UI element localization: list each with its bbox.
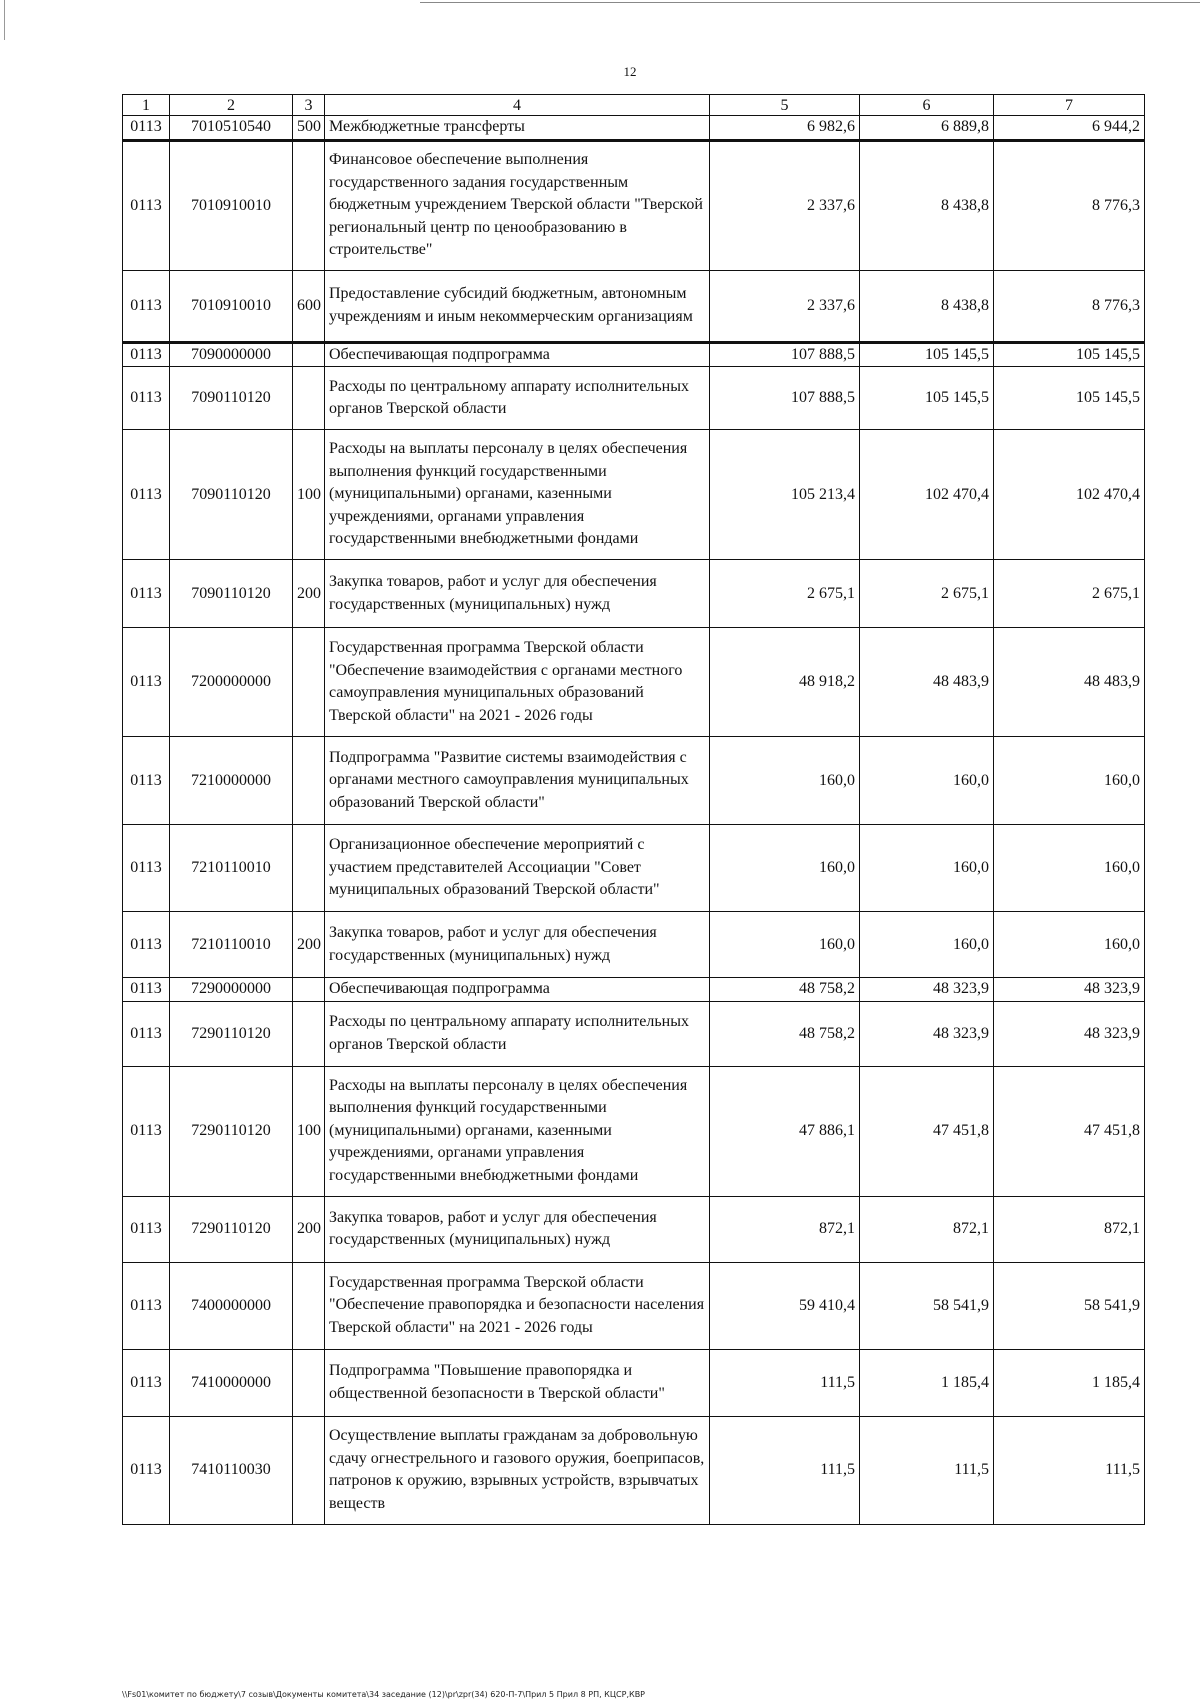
row-value-col7: 105 145,5: [994, 367, 1145, 430]
row-value-col5: 47 886,1: [710, 1066, 860, 1196]
row-target-article: 7090000000: [170, 342, 293, 367]
row-section-code: 0113: [123, 1262, 170, 1349]
row-target-article: 7410110030: [170, 1416, 293, 1524]
scan-edge-line-left: [4, 0, 5, 40]
row-value-col7: 102 470,4: [994, 430, 1145, 560]
row-value-col5: 111,5: [710, 1416, 860, 1524]
row-name: Обеспечивающая подпрограмма: [325, 978, 710, 1002]
row-name: Расходы по центральному аппарату исполнительных органов Тверской области: [325, 367, 710, 430]
table-row: [123, 560, 1145, 628]
row-expense-type: [293, 1262, 325, 1349]
row-value-col7: 2 675,1: [994, 560, 1145, 628]
page-number: 12: [623, 64, 637, 79]
row-section-code: 0113: [123, 560, 170, 628]
row-target-article: 7400000000: [170, 1262, 293, 1349]
row-name: Организационное обеспечение мероприятий с участием представителей Ассоциации "Совет муниципальных образований Тверской области": [325, 825, 710, 912]
table-row: [123, 140, 1145, 270]
table-row: [123, 1416, 1145, 1524]
row-value-col5: 48 918,2: [710, 628, 860, 737]
row-section-code: 0113: [123, 1416, 170, 1524]
row-name: Осуществление выплаты гражданам за добровольную сдачу огнестрельного и газового оружия, боеприпасов, патронов к оружию, взрывных устройств, взрывчатых веществ: [325, 1416, 710, 1524]
row-value-col7: 160,0: [994, 737, 1145, 825]
table-row: [123, 342, 1145, 367]
row-section-code: 0113: [123, 367, 170, 430]
row-target-article: 7290110120: [170, 1001, 293, 1066]
row-value-col6: 8 438,8: [860, 140, 994, 270]
col-header-7: 7: [994, 95, 1145, 116]
row-value-col6: 47 451,8: [860, 1066, 994, 1196]
col-header-1: 1: [123, 95, 170, 116]
row-name: Государственная программа Тверской области "Обеспечение правопорядка и безопасности населения Тверской области" на 2021 - 2026 годы: [325, 1262, 710, 1349]
row-name: Предоставление субсидий бюджетным, автономным учреждениям и иным некоммерческим организациям: [325, 270, 710, 342]
table-row: [123, 1262, 1145, 1349]
row-value-col7: 47 451,8: [994, 1066, 1145, 1196]
row-value-col7: 160,0: [994, 825, 1145, 912]
row-name: Обеспечивающая подпрограмма: [325, 342, 710, 367]
row-target-article: 7090110120: [170, 560, 293, 628]
table-row: [123, 628, 1145, 737]
row-value-col7: 1 185,4: [994, 1349, 1145, 1416]
row-target-article: 7410000000: [170, 1349, 293, 1416]
row-value-col7: 48 483,9: [994, 628, 1145, 737]
row-name: Расходы на выплаты персоналу в целях обеспечения выполнения функций государственными (муниципальными) органами, казенными учреждениями, органами управления государственными внебюджетными фондами: [325, 1066, 710, 1196]
row-value-col5: 2 675,1: [710, 560, 860, 628]
row-name: Закупка товаров, работ и услуг для обеспечения государственных (муниципальных) нужд: [325, 1196, 710, 1262]
row-target-article: 7090110120: [170, 367, 293, 430]
row-target-article: 7010910010: [170, 270, 293, 342]
row-value-col6: 111,5: [860, 1416, 994, 1524]
row-section-code: 0113: [123, 628, 170, 737]
row-target-article: 7210110010: [170, 912, 293, 978]
row-section-code: 0113: [123, 1196, 170, 1262]
table-row: [123, 1001, 1145, 1066]
row-value-col6: 58 541,9: [860, 1262, 994, 1349]
row-name: Межбюджетные трансферты: [325, 116, 710, 141]
row-section-code: 0113: [123, 270, 170, 342]
row-expense-type: [293, 367, 325, 430]
row-value-col7: 111,5: [994, 1416, 1145, 1524]
table-body: [123, 116, 1145, 1525]
row-value-col6: 48 483,9: [860, 628, 994, 737]
table-row: [123, 116, 1145, 141]
row-name: Государственная программа Тверской области "Обеспечение взаимодействия с органами местного самоуправления муниципальных образований Тверской области" на 2021 - 2026 годы: [325, 628, 710, 737]
row-value-col7: 160,0: [994, 912, 1145, 978]
row-expense-type: [293, 1001, 325, 1066]
row-section-code: 0113: [123, 116, 170, 141]
budget-table: [122, 94, 1145, 1525]
col-header-3: 3: [293, 95, 325, 116]
row-section-code: 0113: [123, 342, 170, 367]
row-expense-type: [293, 342, 325, 367]
row-target-article: 7010910010: [170, 140, 293, 270]
row-value-col5: 160,0: [710, 737, 860, 825]
table-row: [123, 825, 1145, 912]
row-target-article: 7290110120: [170, 1066, 293, 1196]
row-value-col6: 160,0: [860, 912, 994, 978]
row-target-article: 7200000000: [170, 628, 293, 737]
row-expense-type: 200: [293, 560, 325, 628]
row-section-code: 0113: [123, 1066, 170, 1196]
row-value-col5: 59 410,4: [710, 1262, 860, 1349]
row-value-col5: 107 888,5: [710, 342, 860, 367]
row-expense-type: [293, 140, 325, 270]
row-value-col6: 6 889,8: [860, 116, 994, 141]
row-value-col5: 2 337,6: [710, 270, 860, 342]
table-row: [123, 270, 1145, 342]
row-value-col5: 107 888,5: [710, 367, 860, 430]
row-target-article: 7090110120: [170, 430, 293, 560]
row-value-col7: 58 541,9: [994, 1262, 1145, 1349]
table-row: [123, 978, 1145, 1002]
row-name: Расходы по центральному аппарату исполнительных органов Тверской области: [325, 1001, 710, 1066]
row-section-code: 0113: [123, 1001, 170, 1066]
row-target-article: 7010510540: [170, 116, 293, 141]
row-value-col6: 8 438,8: [860, 270, 994, 342]
row-expense-type: [293, 1349, 325, 1416]
row-value-col7: 8 776,3: [994, 270, 1145, 342]
row-expense-type: [293, 978, 325, 1002]
row-name: Расходы на выплаты персоналу в целях обеспечения выполнения функций государственными (муниципальными) органами, казенными учреждениями, органами управления государственными внебюджетными фондами: [325, 430, 710, 560]
row-value-col5: 48 758,2: [710, 1001, 860, 1066]
row-value-col6: 872,1: [860, 1196, 994, 1262]
row-section-code: 0113: [123, 140, 170, 270]
row-expense-type: [293, 737, 325, 825]
row-value-col7: 6 944,2: [994, 116, 1145, 141]
row-value-col5: 105 213,4: [710, 430, 860, 560]
row-section-code: 0113: [123, 430, 170, 560]
table-row: [123, 1196, 1145, 1262]
row-value-col7: 105 145,5: [994, 342, 1145, 367]
row-section-code: 0113: [123, 978, 170, 1002]
row-value-col5: 48 758,2: [710, 978, 860, 1002]
row-value-col5: 872,1: [710, 1196, 860, 1262]
row-value-col7: 48 323,9: [994, 978, 1145, 1002]
row-value-col6: 160,0: [860, 825, 994, 912]
row-expense-type: 600: [293, 270, 325, 342]
row-value-col5: 2 337,6: [710, 140, 860, 270]
row-section-code: 0113: [123, 912, 170, 978]
row-value-col5: 160,0: [710, 825, 860, 912]
table-row: [123, 430, 1145, 560]
header-row: [123, 95, 1145, 116]
row-expense-type: 200: [293, 912, 325, 978]
table-row: [123, 912, 1145, 978]
row-value-col7: 872,1: [994, 1196, 1145, 1262]
footer-file-path: \\Fs01\комитет по бюджету\7 созыв\Документы комитета\34 заседание (12)\pr\zpr(34) 620-П-7\Прил 5 Прил 8 РП, КЦСР,КВР: [122, 1690, 645, 1699]
row-section-code: 0113: [123, 737, 170, 825]
row-expense-type: [293, 1416, 325, 1524]
table-row: [123, 737, 1145, 825]
row-value-col6: 48 323,9: [860, 1001, 994, 1066]
row-target-article: 7210110010: [170, 825, 293, 912]
row-expense-type: 100: [293, 1066, 325, 1196]
table-row: [123, 1066, 1145, 1196]
row-value-col6: 160,0: [860, 737, 994, 825]
row-expense-type: 200: [293, 1196, 325, 1262]
row-value-col5: 160,0: [710, 912, 860, 978]
row-value-col5: 111,5: [710, 1349, 860, 1416]
row-section-code: 0113: [123, 1349, 170, 1416]
row-value-col6: 105 145,5: [860, 342, 994, 367]
row-section-code: 0113: [123, 825, 170, 912]
scan-edge-line: [420, 2, 1200, 3]
row-value-col7: 48 323,9: [994, 1001, 1145, 1066]
row-expense-type: [293, 628, 325, 737]
row-name: Закупка товаров, работ и услуг для обеспечения государственных (муниципальных) нужд: [325, 560, 710, 628]
row-name: Подпрограмма "Повышение правопорядка и общественной безопасности в Тверской области": [325, 1349, 710, 1416]
col-header-4: 4: [325, 95, 710, 116]
row-target-article: 7290000000: [170, 978, 293, 1002]
col-header-5: 5: [710, 95, 860, 116]
row-value-col6: 102 470,4: [860, 430, 994, 560]
row-value-col6: 48 323,9: [860, 978, 994, 1002]
row-expense-type: 500: [293, 116, 325, 141]
row-target-article: 7210000000: [170, 737, 293, 825]
table-row: [123, 1349, 1145, 1416]
row-value-col7: 8 776,3: [994, 140, 1145, 270]
row-expense-type: [293, 825, 325, 912]
col-header-2: 2: [170, 95, 293, 116]
row-value-col6: 2 675,1: [860, 560, 994, 628]
row-value-col6: 1 185,4: [860, 1349, 994, 1416]
row-name: Подпрограмма "Развитие системы взаимодействия с органами местного самоуправления муниципальных образований Тверской области": [325, 737, 710, 825]
row-value-col5: 6 982,6: [710, 116, 860, 141]
table-row: [123, 367, 1145, 430]
table-header: [123, 95, 1145, 116]
row-target-article: 7290110120: [170, 1196, 293, 1262]
row-value-col6: 105 145,5: [860, 367, 994, 430]
row-expense-type: 100: [293, 430, 325, 560]
row-name: Закупка товаров, работ и услуг для обеспечения государственных (муниципальных) нужд: [325, 912, 710, 978]
row-name: Финансовое обеспечение выполнения государственного задания государственным бюджетным учреждением Тверской области "Тверской региональный центр по ценообразованию в строительстве": [325, 140, 710, 270]
col-header-6: 6: [860, 95, 994, 116]
